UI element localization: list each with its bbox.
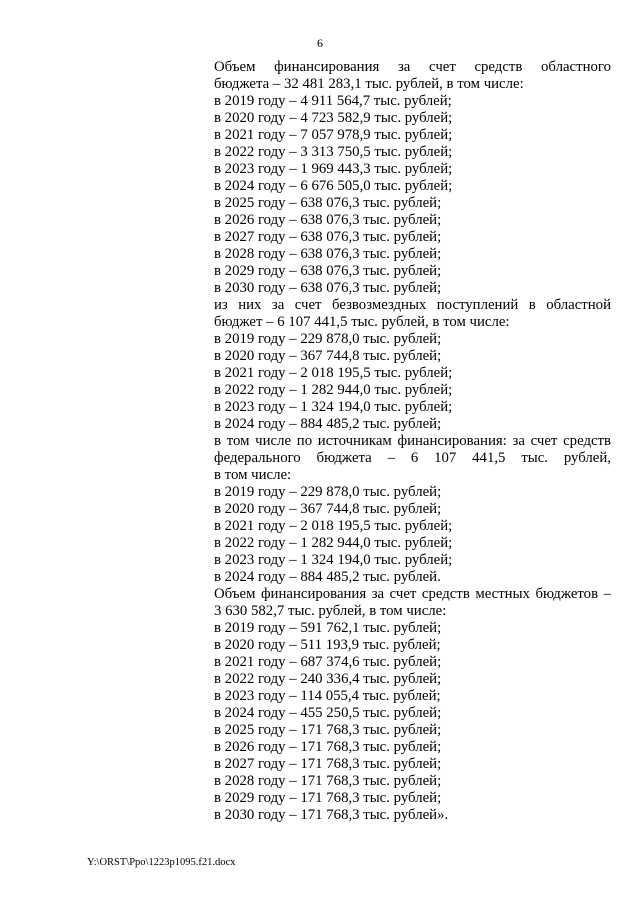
file-path-footer: Y:\ORST\Ppo\1223p1095.f21.docx [87, 857, 236, 868]
text-line: в 2029 году – 171 768,3 тыс. рублей; [214, 790, 442, 806]
text-line: в 2020 году – 367 744,8 тыс. рублей; [214, 348, 442, 364]
text-line: бюджет – 6 107 441,5 тыс. рублей, в том числе: [214, 314, 510, 330]
text-line: в 2022 году – 1 282 944,0 тыс. рублей; [214, 382, 453, 398]
text-line: в 2023 году – 1 324 194,0 тыс. рублей; [214, 399, 453, 415]
text-line: в том числе: [214, 467, 292, 483]
text-line: в 2029 году – 638 076,3 тыс. рублей; [214, 263, 442, 279]
text-line: в 2025 году – 638 076,3 тыс. рублей; [214, 195, 442, 211]
text-line: в 2027 году – 171 768,3 тыс. рублей; [214, 756, 442, 772]
text-line: в 2026 году – 638 076,3 тыс. рублей; [214, 212, 442, 228]
text-line: в 2023 году – 1 324 194,0 тыс. рублей; [214, 552, 453, 568]
text-line: в том числе по источникам финансирования: за счет средств [214, 433, 611, 449]
text-line: в 2021 году – 7 057 978,9 тыс. рублей; [214, 127, 453, 143]
text-line: в 2026 году – 171 768,3 тыс. рублей; [214, 739, 442, 755]
text-line: в 2022 году – 1 282 944,0 тыс. рублей; [214, 535, 453, 551]
text-line: в 2019 году – 4 911 564,7 тыс. рублей; [214, 93, 452, 109]
text-line: федерального бюджета – 6 107 441,5 тыс. рублей, [214, 450, 611, 466]
text-line: в 2028 году – 171 768,3 тыс. рублей; [214, 773, 442, 789]
text-line: в 2024 году – 6 676 505,0 тыс. рублей; [214, 178, 453, 194]
document-body [214, 59, 611, 824]
page-number: 6 [317, 36, 323, 50]
text-line: в 2023 году – 114 055,4 тыс. рублей; [214, 688, 441, 704]
text-line: из них за счет безвозмездных поступлений в областной [214, 297, 611, 313]
text-line: в 2024 году – 884 485,2 тыс. рублей. [214, 569, 441, 585]
text-line: в 2023 году – 1 969 443,3 тыс. рублей; [214, 161, 453, 177]
text-line: в 2024 году – 455 250,5 тыс. рублей; [214, 705, 442, 721]
text-line: бюджета – 32 481 283,1 тыс. рублей, в том числе: [214, 76, 524, 92]
text-line: в 2025 году – 171 768,3 тыс. рублей; [214, 722, 442, 738]
text-line: Объем финансирования за счет средств областного [214, 59, 611, 75]
text-line: в 2019 году – 229 878,0 тыс. рублей; [214, 331, 442, 347]
text-line: 3 630 582,7 тыс. рублей, в том числе: [214, 603, 447, 619]
text-line: в 2030 году – 638 076,3 тыс. рублей; [214, 280, 442, 296]
text-line: в 2020 году – 4 723 582,9 тыс. рублей; [214, 110, 453, 126]
text-line: в 2021 году – 2 018 195,5 тыс. рублей; [214, 518, 453, 534]
text-line: в 2022 году – 3 313 750,5 тыс. рублей; [214, 144, 453, 160]
text-line: в 2019 году – 229 878,0 тыс. рублей; [214, 484, 442, 500]
text-line: в 2022 году – 240 336,4 тыс. рублей; [214, 671, 442, 687]
text-line: в 2030 году – 171 768,3 тыс. рублей». [214, 807, 449, 823]
text-line: в 2021 году – 687 374,6 тыс. рублей; [214, 654, 442, 670]
text-line: в 2020 году – 367 744,8 тыс. рублей; [214, 501, 442, 517]
text-line: в 2021 году – 2 018 195,5 тыс. рублей; [214, 365, 453, 381]
text-line: в 2024 году – 884 485,2 тыс. рублей; [214, 416, 442, 432]
text-line: в 2020 году – 511 193,9 тыс. рублей; [214, 637, 441, 653]
text-line: Объем финансирования за счет средств местных бюджетов – [214, 586, 611, 602]
text-line: в 2019 году – 591 762,1 тыс. рублей; [214, 620, 442, 636]
text-line: в 2027 году – 638 076,3 тыс. рублей; [214, 229, 442, 245]
text-line: в 2028 году – 638 076,3 тыс. рублей; [214, 246, 442, 262]
